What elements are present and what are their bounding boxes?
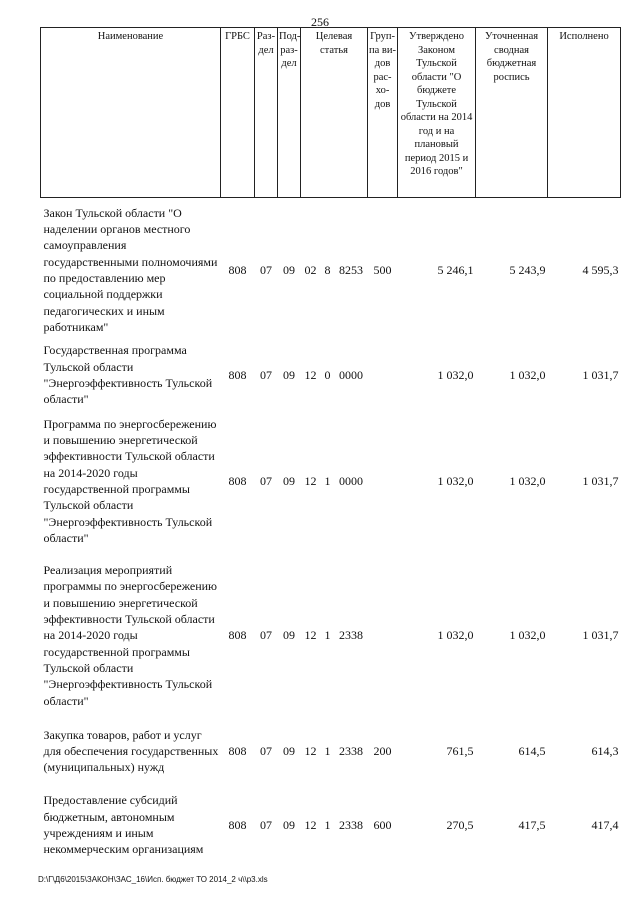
row-utv: 5 246,1 [437, 262, 474, 277]
row-ts3: 0000 [339, 367, 364, 382]
row-grbs: 808 [228, 628, 247, 643]
row-podrazdel: 09 [283, 628, 295, 643]
footer-file-path: D:\Г\Д6\2015\ЗАКОН\ЗАС_16\Исп. бюджет ТО 2014_2 ч\\р3.xls [38, 875, 268, 884]
row-ts3: 0000 [339, 473, 364, 488]
row-ts1: 12 [304, 367, 317, 382]
header-utverzhdeno: Утверждено Законом Тульской области "О бюджете Тульской области на 2014 год и на плановый период 2015 и 2016 годов" [398, 28, 476, 198]
row-grbs: 808 [228, 743, 247, 758]
row-razdel: 07 [260, 262, 272, 277]
row-utoch: 1 032,0 [509, 367, 546, 382]
row-razdel: 07 [260, 367, 272, 382]
row-isp: 614,3 [591, 743, 619, 758]
row-name: Программа по энергосбережению и повышению энергетической эффективности Тульской области на 2014-2020 годы государственной программы Тульской области "Энергоэффективность Тульской области" [43, 416, 217, 545]
page-number: 256 [311, 15, 329, 29]
row-name: Закупка товаров, работ и услуг для обеспечения государственных (муниципальных) нужд [43, 727, 219, 775]
header-gruppa: Груп-па ви-дов рас-хо-дов [368, 28, 398, 198]
row-name: Государственная программа Тульской области "Энергоэффективность Тульской области" [43, 343, 213, 407]
row-ts3: 2338 [339, 817, 364, 832]
row-razdel: 07 [260, 817, 272, 832]
row-utv: 761,5 [446, 743, 474, 758]
row-podrazdel: 09 [283, 262, 295, 277]
row-vid [368, 408, 398, 554]
row-name: Реализация мероприятий программы по энергосбережению и повышению энергетической эффективности Тульской области на 2014-2020 годы государственной программы Тульской области "Энергоэффективность Тульской области" [43, 563, 218, 708]
row-vid: 600 [373, 817, 392, 832]
row-utoch: 1 032,0 [509, 628, 546, 643]
header-grbs: ГРБС [221, 28, 255, 198]
table-row [41, 198, 621, 343]
header-tselevaya-statya: Целевая статья [301, 28, 368, 198]
header-razdel: Раз-дел [255, 28, 278, 198]
row-ts2: 1 [324, 473, 331, 488]
table-row [41, 717, 621, 785]
row-razdel: 07 [260, 628, 272, 643]
row-vid [368, 342, 398, 408]
row-grbs: 808 [228, 473, 247, 488]
row-utv: 1 032,0 [437, 628, 474, 643]
row-ts3: 8253 [339, 262, 364, 277]
header-name: Наименование [41, 28, 221, 198]
row-ts1: 12 [304, 628, 317, 643]
row-vid: 200 [373, 743, 392, 758]
row-utoch: 5 243,9 [509, 262, 546, 277]
row-ts2: 1 [324, 743, 331, 758]
row-ts1: 12 [304, 817, 317, 832]
row-ts3: 2338 [339, 743, 364, 758]
row-grbs: 808 [228, 817, 247, 832]
row-utv: 1 032,0 [437, 367, 474, 382]
row-utoch: 417,5 [518, 817, 546, 832]
header-podrazdel: Под-раз-дел [278, 28, 301, 198]
header-row [41, 28, 621, 198]
header-utochnennaya: Уточненная сводная бюджетная роспись [476, 28, 548, 198]
row-grbs: 808 [228, 367, 247, 382]
row-ts1: 12 [304, 743, 317, 758]
table-row [41, 408, 621, 554]
budget-table [40, 27, 621, 865]
row-podrazdel: 09 [283, 817, 295, 832]
row-ts2: 1 [324, 817, 331, 832]
row-isp: 417,4 [591, 817, 619, 832]
row-ts2: 1 [324, 628, 331, 643]
row-ts1: 02 [304, 262, 317, 277]
row-utoch: 614,5 [518, 743, 546, 758]
row-isp: 1 031,7 [582, 473, 619, 488]
row-vid [368, 554, 398, 717]
row-isp: 1 031,7 [582, 367, 619, 382]
row-name: Закон Тульской области "О наделении органов местного самоуправления государственными полномочиями по предоставлению мер социальной поддержки педагогических и иным работникам" [43, 205, 218, 334]
row-vid: 500 [373, 262, 392, 277]
row-ts2: 8 [324, 262, 331, 277]
row-name: Предоставление субсидий бюджетным, автономным учреждениям и иным некоммерческим организациям [43, 793, 204, 857]
row-utv: 1 032,0 [437, 473, 474, 488]
header-ispolneno: Исполнено [548, 28, 621, 198]
row-isp: 4 595,3 [582, 262, 619, 277]
row-ts2: 0 [324, 367, 331, 382]
row-podrazdel: 09 [283, 743, 295, 758]
table-row [41, 342, 621, 408]
row-ts3: 2338 [339, 628, 364, 643]
row-grbs: 808 [228, 262, 247, 277]
row-podrazdel: 09 [283, 473, 295, 488]
table-row [41, 785, 621, 865]
row-podrazdel: 09 [283, 367, 295, 382]
row-utv: 270,5 [446, 817, 474, 832]
table-row [41, 554, 621, 717]
row-razdel: 07 [260, 743, 272, 758]
row-ts1: 12 [304, 473, 317, 488]
row-razdel: 07 [260, 473, 272, 488]
row-isp: 1 031,7 [582, 628, 619, 643]
row-utoch: 1 032,0 [509, 473, 546, 488]
